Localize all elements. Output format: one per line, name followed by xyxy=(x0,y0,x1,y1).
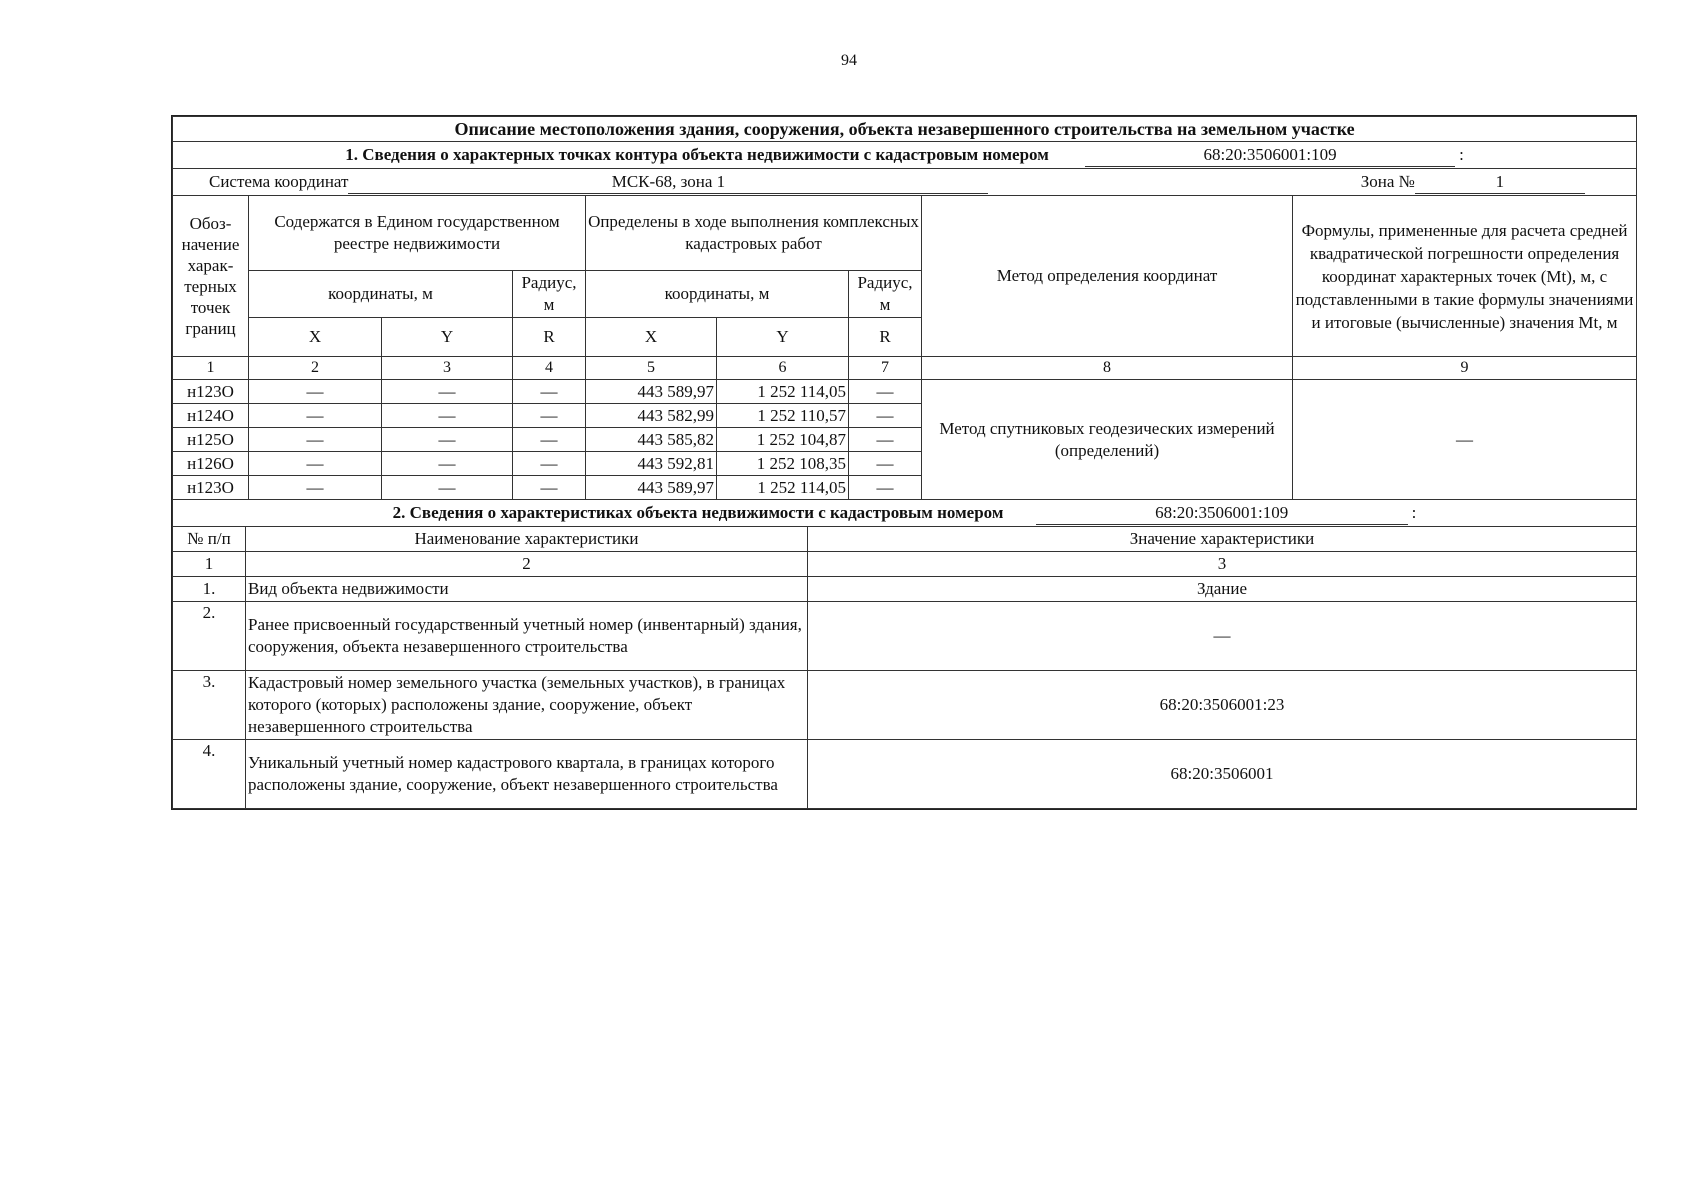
point-egrn-x: — xyxy=(249,428,382,452)
row-num: 3. xyxy=(173,671,246,740)
point-egrn-x: — xyxy=(249,476,382,500)
location-description-form xyxy=(171,115,1637,810)
column-number: 9 xyxy=(1293,357,1637,380)
header-complex-works: Определены в ходе выполнения комплексных кадастровых работ xyxy=(586,196,922,271)
point-name: н126О xyxy=(173,452,249,476)
header-complex-coords: координаты, м xyxy=(586,271,849,318)
characteristics-table xyxy=(172,500,1637,809)
point-x: 443 585,82 xyxy=(586,428,717,452)
point-name: н123О xyxy=(173,476,249,500)
point-egrn-r: — xyxy=(513,476,586,500)
column-number: 3 xyxy=(808,552,1637,577)
coord-system-row xyxy=(173,169,1637,196)
header-egrn-x: X xyxy=(249,318,382,357)
point-egrn-y: — xyxy=(382,428,513,452)
column-number: 4 xyxy=(513,357,586,380)
point-r: — xyxy=(849,476,922,500)
column-number: 1 xyxy=(173,552,246,577)
point-name: н125О xyxy=(173,428,249,452)
point-x: 443 589,97 xyxy=(586,380,717,404)
characteristic-value: 68:20:3506001:23 xyxy=(808,671,1637,740)
section2-colon: : xyxy=(1411,502,1417,522)
point-egrn-x: — xyxy=(249,380,382,404)
column-number: 2 xyxy=(249,357,382,380)
section1-heading-row xyxy=(173,142,1637,169)
zone-label: Зона № xyxy=(1360,171,1415,191)
column-number: 8 xyxy=(922,357,1293,380)
characteristic-name: Вид объекта недвижимости xyxy=(246,577,808,602)
zone-value: 1 xyxy=(1415,171,1585,194)
table-row xyxy=(173,671,1637,740)
row-num: 2. xyxy=(173,602,246,671)
characteristic-name: Уникальный учетный номер кадастрового квартала, в границах которого расположены здание, сооружение, объект незавершенного строительства xyxy=(246,740,808,809)
section2-cadastral-number: 68:20:3506001:109 xyxy=(1036,502,1408,525)
header-egrn-r: R xyxy=(513,318,586,357)
point-name: н123О xyxy=(173,380,249,404)
table-row xyxy=(173,602,1637,671)
point-x: 443 589,97 xyxy=(586,476,717,500)
header-egrn-y: Y xyxy=(382,318,513,357)
header-characteristic-value: Значение характеристики xyxy=(808,527,1637,552)
header-egrn: Содержатся в Едином государственном реестре недвижимости xyxy=(249,196,586,271)
point-r: — xyxy=(849,404,922,428)
point-egrn-x: — xyxy=(249,452,382,476)
point-egrn-r: — xyxy=(513,380,586,404)
document-title: Описание местоположения здания, сооружения, объекта незавершенного строительства на земельном участке xyxy=(173,117,1637,142)
point-egrn-r: — xyxy=(513,428,586,452)
coord-system-value: МСК-68, зона 1 xyxy=(348,171,988,194)
section2-heading: 2. Сведения о характеристиках объекта недвижимости с кадастровым номером xyxy=(392,502,1004,522)
point-egrn-r: — xyxy=(513,404,586,428)
header-complex-radius: Радиус, м xyxy=(849,271,922,318)
section1-cadastral-number: 68:20:3506001:109 xyxy=(1085,144,1455,167)
table-row xyxy=(173,740,1637,809)
header-complex-y: Y xyxy=(717,318,849,357)
point-egrn-x: — xyxy=(249,404,382,428)
column-number: 2 xyxy=(246,552,808,577)
point-x: 443 592,81 xyxy=(586,452,717,476)
point-y: 1 252 108,35 xyxy=(717,452,849,476)
point-x: 443 582,99 xyxy=(586,404,717,428)
header-point-designation: Обоз- начение харак- терных точек границ xyxy=(173,196,249,357)
point-egrn-y: — xyxy=(382,476,513,500)
characteristic-name: Ранее присвоенный государственный учетный номер (инвентарный) здания, сооружения, объекта незавершенного строительства xyxy=(246,602,808,671)
header-method: Метод определения координат xyxy=(922,196,1293,357)
characteristic-value: — xyxy=(808,602,1637,671)
header-egrn-radius: Радиус, м xyxy=(513,271,586,318)
characteristic-value: Здание xyxy=(808,577,1637,602)
table-row xyxy=(173,380,1637,404)
point-egrn-r: — xyxy=(513,452,586,476)
method-value: Метод спутниковых геодезических измерений (определений) xyxy=(922,380,1293,500)
point-egrn-y: — xyxy=(382,404,513,428)
column-number: 5 xyxy=(586,357,717,380)
characteristic-name: Кадастровый номер земельного участка (земельных участков), в границах которого (которых) расположены здание, сооружение, объект незавершенного строительства xyxy=(246,671,808,740)
point-y: 1 252 114,05 xyxy=(717,380,849,404)
header-formulas: Формулы, примененные для расчета средней квадратической погрешности определения координат характерных точек (Mt), м, с подставленными в такие формулы значениями и итоговые (вычисленные) значения Mt, м xyxy=(1293,196,1637,357)
coord-system-label: Система координат xyxy=(209,171,349,191)
point-egrn-y: — xyxy=(382,452,513,476)
column-number: 3 xyxy=(382,357,513,380)
table-row xyxy=(173,577,1637,602)
point-y: 1 252 104,87 xyxy=(717,428,849,452)
column-number: 6 xyxy=(717,357,849,380)
section1-colon: : xyxy=(1459,144,1464,164)
row-num: 4. xyxy=(173,740,246,809)
characteristic-value: 68:20:3506001 xyxy=(808,740,1637,809)
header-egrn-coords: координаты, м xyxy=(249,271,513,318)
header-num: № п/п xyxy=(173,527,246,552)
section2-heading-row xyxy=(173,500,1637,527)
point-r: — xyxy=(849,452,922,476)
header-complex-x: X xyxy=(586,318,717,357)
section1-heading: 1. Сведения о характерных точках контура объекта недвижимости с кадастровым номером xyxy=(345,144,1049,164)
point-name: н124О xyxy=(173,404,249,428)
column-number: 7 xyxy=(849,357,922,380)
column-number: 1 xyxy=(173,357,249,380)
point-egrn-y: — xyxy=(382,380,513,404)
point-r: — xyxy=(849,380,922,404)
coordinates-table xyxy=(172,116,1637,500)
header-characteristic-name: Наименование характеристики xyxy=(246,527,808,552)
formula-value: — xyxy=(1293,380,1637,500)
point-r: — xyxy=(849,428,922,452)
row-num: 1. xyxy=(173,577,246,602)
point-y: 1 252 110,57 xyxy=(717,404,849,428)
header-complex-r: R xyxy=(849,318,922,357)
page-number: 94 xyxy=(841,52,857,69)
point-y: 1 252 114,05 xyxy=(717,476,849,500)
